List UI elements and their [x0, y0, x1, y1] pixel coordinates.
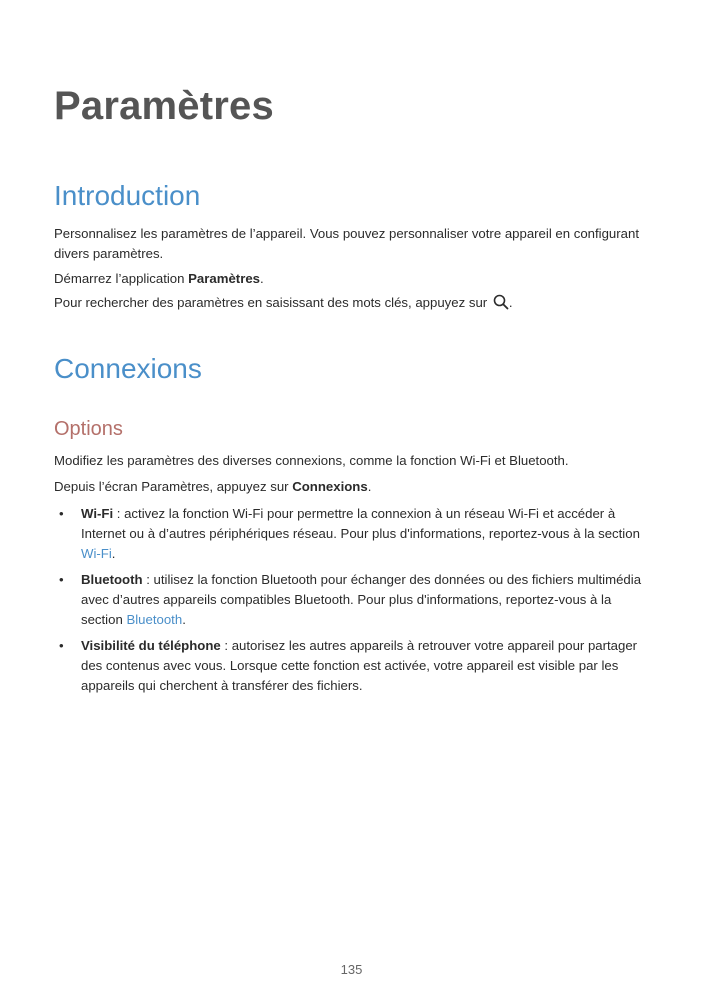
menu-name-connexions: Connexions — [292, 479, 368, 494]
option-label: Visibilité du téléphone — [81, 638, 221, 653]
page-number: 135 — [340, 962, 363, 977]
list-item-bluetooth — [54, 570, 654, 630]
option-label: Wi-Fi — [81, 506, 114, 521]
bullet-icon: • — [59, 506, 64, 521]
app-name-parametres: Paramètres — [188, 271, 260, 286]
section-title-connexions: Connexions — [54, 353, 202, 384]
intro-launch-instruction — [54, 269, 654, 289]
bullet-icon: • — [59, 638, 64, 653]
wifi-section-link[interactable]: Wi-Fi — [81, 546, 112, 561]
list-item-visibilite — [54, 636, 654, 696]
connexions-instruction — [54, 477, 654, 497]
bluetooth-section-link[interactable]: Bluetooth — [126, 612, 183, 627]
option-end: . — [111, 546, 116, 561]
options-list — [54, 504, 654, 702]
section-title-introduction: Introduction — [54, 180, 201, 211]
option-end: . — [182, 612, 186, 627]
option-description: : utilisez la fonction Bluetooth pour échanger des données ou des fichiers multimédia avec d’autres appareils compatibles Bluetooth. Pour plus d'informations, reportez-vous à la section — [81, 572, 642, 627]
intro-search-end: . — [508, 295, 513, 310]
connexions-paragraph: Modifiez les paramètres des diverses connexions, comme la fonction Wi-Fi et Bluetooth. — [54, 453, 569, 468]
intro-launch-text: Démarrez l’application — [54, 271, 189, 286]
intro-paragraph: Personnalisez les paramètres de l’appareil. Vous pouvez personnaliser votre appareil en configurant divers paramètres. — [54, 226, 639, 261]
connexions-instruction-end: . — [367, 479, 372, 494]
intro-search-instruction — [54, 293, 654, 316]
intro-search-text: Pour rechercher des paramètres en saisissant des mots clés, appuyez sur — [54, 295, 491, 310]
subsection-title-options: Options — [54, 418, 123, 440]
search-icon — [493, 294, 509, 316]
option-description: : activez la fonction Wi-Fi pour permettre la connexion à un réseau Wi-Fi et accéder à Internet ou à d’autres périphériques réseau. Pour plus d'informations, reportez-vous à la section — [81, 506, 640, 541]
connexions-instruction-text: Depuis l’écran Paramètres, appuyez sur — [54, 479, 293, 494]
bullet-icon: • — [59, 572, 64, 587]
list-item-wifi — [54, 504, 654, 564]
page-title: Paramètres — [54, 84, 274, 128]
option-label: Bluetooth — [81, 572, 143, 587]
intro-launch-end: . — [260, 271, 264, 286]
option-description: : autorisez les autres appareils à retrouver votre appareil pour partager des contenus avec vous. Lorsque cette fonction est activée, votre appareil est visible par les appareils qui cherchent à transférer des fichiers. — [81, 638, 638, 693]
